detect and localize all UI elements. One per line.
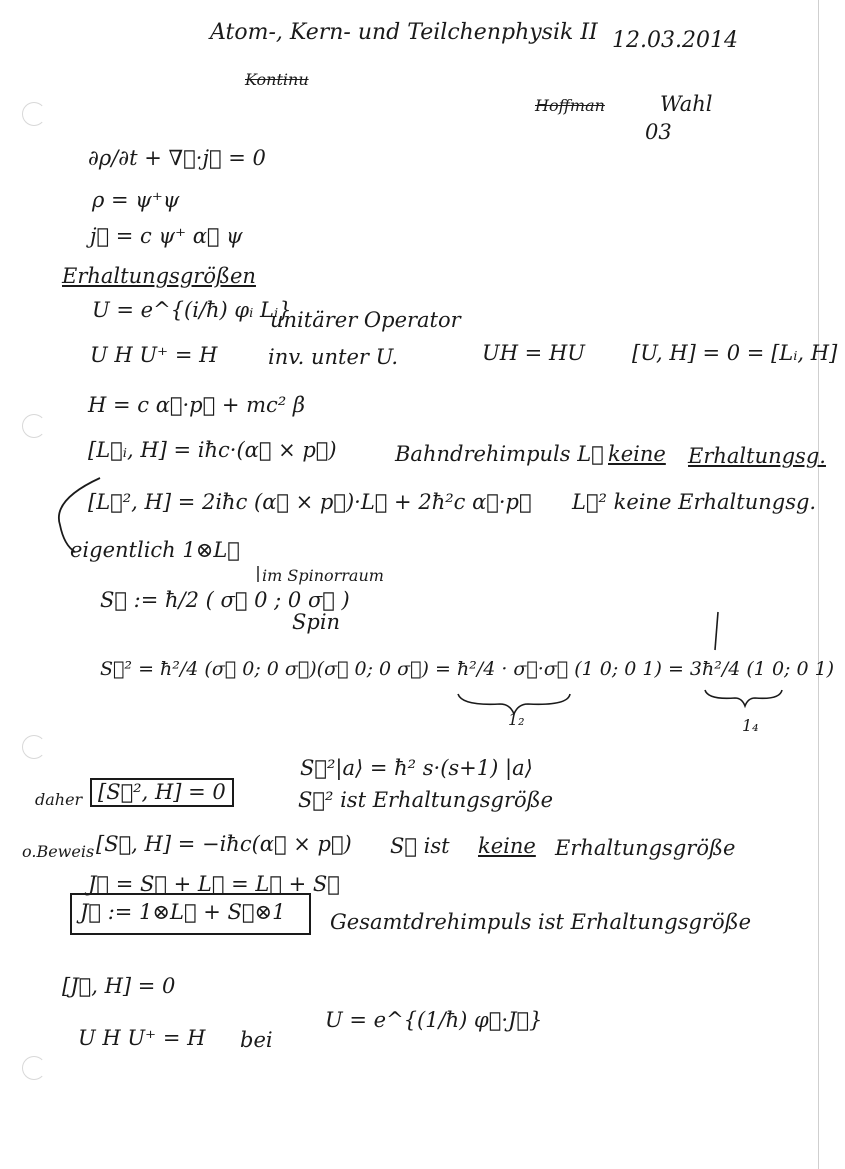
- struck-word: Kontinu: [245, 70, 309, 89]
- final-bei: bei: [240, 1028, 273, 1052]
- margin-note: Wahl: [660, 92, 713, 116]
- s2-calculation: S⃗² = ħ²/4 (σ⃗ 0; 0 σ⃗)(σ⃗ 0; 0 σ⃗) = ħ²/4 · σ⃗·σ⃗ (1 0; 0 1) = 3ħ²/4 (1 0; 0 1): [100, 658, 835, 680]
- j-definition: J⃗ := 1⊗L⃗ + S⃗⊗1: [80, 900, 286, 924]
- final-unitary: U = e^{(1/ħ) φ⃗·J⃗}: [325, 1008, 543, 1032]
- l2-note: L⃗² keine Erhaltungsg.: [572, 490, 817, 514]
- commutator-equation: [U, H] = 0 = [Lᵢ, H]: [632, 341, 838, 365]
- final-invariance: U H U⁺ = H: [78, 1026, 206, 1050]
- density-equation: ρ = ψ⁺ψ: [92, 188, 180, 212]
- j-commutator: [J⃗, H] = 0: [62, 974, 176, 998]
- current-equation: j⃗ = c ψ⁺ α⃗ ψ: [90, 224, 243, 248]
- invariance-label: inv. unter U.: [268, 345, 399, 369]
- unitary-operator-label: unitärer Operator: [270, 308, 461, 332]
- s-note-prefix: S⃗ ist: [390, 834, 450, 858]
- brace-label: 1₂: [508, 710, 525, 729]
- daher-label: daher: [35, 790, 83, 809]
- j-conserved-note: Gesamtdrehimpuls ist Erhaltungsgröße: [330, 910, 752, 934]
- spin-label: Spin: [292, 610, 341, 634]
- s2-eigenvalue: S⃗²|a⟩ = ħ² s·(s+1) |a⟩: [300, 756, 533, 780]
- l-note-keine: keine: [608, 442, 666, 466]
- invariance-equation: U H U⁺ = H: [90, 343, 218, 367]
- s2-commutator-box: [S⃗², H] = 0: [90, 778, 234, 807]
- spin-definition: S⃗ := ħ/2 ( σ⃗ 0 ; 0 σ⃗ ): [100, 588, 350, 612]
- total-angular-momentum-sum: J⃗ = S⃗ + L⃗ = L⃗ + S⃗: [88, 872, 340, 896]
- l-note-prefix: Bahndrehimpuls L⃗: [395, 442, 604, 466]
- notes-date: 12.03.2014: [612, 28, 738, 53]
- s-note-keine: keine: [478, 834, 536, 858]
- eigentlich-note: eigentlich 1⊗L⃗: [70, 538, 240, 562]
- margin-note: 03: [645, 120, 672, 144]
- notes-title: Atom-, Kern- und Teilchenphysik II: [210, 20, 598, 45]
- unitary-operator-def: U = e^{(i/ħ) φᵢ Lᵢ}: [92, 298, 292, 322]
- commute-equation: UH = HU: [482, 341, 585, 365]
- continuity-equation: ∂ρ/∂t + ∇⃗·j⃗ = 0: [88, 146, 266, 170]
- l2-commutator: [L⃗², H] = 2iħc (α⃗ × p⃗)·L⃗ + 2ħ²c α⃗·p⃗: [88, 490, 532, 514]
- dirac-hamiltonian: H = c α⃗·p⃗ + mc² β: [88, 393, 306, 417]
- obeweis-label: o.Beweis: [22, 842, 95, 861]
- s-commutator: [S⃗, H] = −iħc(α⃗ × p⃗): [96, 832, 352, 856]
- brace-label: 1₄: [742, 716, 759, 735]
- s2-conserved-note: S⃗² ist Erhaltungsgröße: [298, 788, 554, 812]
- s-note-suffix: Erhaltungsgröße: [555, 836, 736, 860]
- struck-word: Hoffman: [535, 96, 605, 115]
- l-commutator: [L⃗ᵢ, H] = iħc·(α⃗ × p⃗): [88, 438, 337, 462]
- l-note-suffix: Erhaltungsg.: [688, 444, 826, 468]
- section-heading: Erhaltungsgrößen: [62, 264, 256, 288]
- spinor-space-note: im Spinorraum: [262, 566, 384, 585]
